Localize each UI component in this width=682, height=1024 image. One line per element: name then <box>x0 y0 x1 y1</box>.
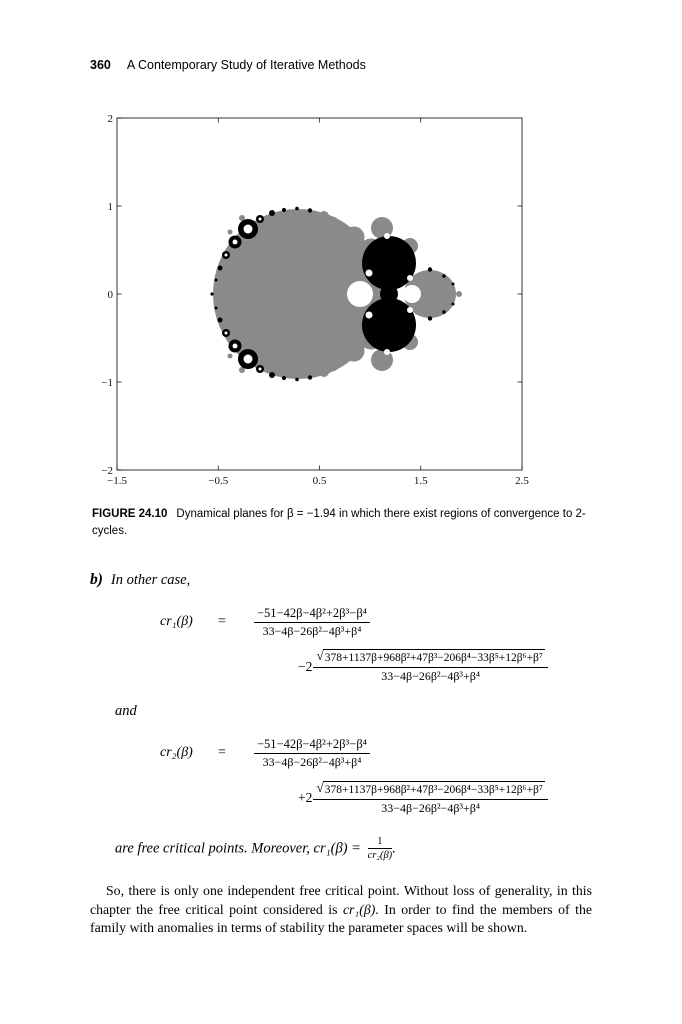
closing-text: are free critical points. Moreover, cr₁(β) = <box>115 840 361 857</box>
paragraph-text-2: . In order to find the members of the family with anomalies in terms of stability the parameter spaces will be shown. <box>90 901 592 936</box>
fraction-denominator: 33−4β−26β²−4β³+β⁴ <box>262 755 362 770</box>
x-tick-label: 2.5 <box>515 475 529 487</box>
figure-24-10 <box>92 112 592 541</box>
equation-cr2-line1 <box>160 736 592 771</box>
sqrt-fraction <box>313 648 548 685</box>
y-tick-label: 0 <box>107 289 113 301</box>
fraction-numerator: −51−42β−4β²+2β³−β⁴ <box>254 736 370 754</box>
equals-sign: = <box>218 745 226 761</box>
body-paragraph <box>90 882 592 937</box>
closing-statement <box>115 836 592 862</box>
sqrt-fraction <box>313 780 548 817</box>
sqrt-numerator <box>313 648 548 668</box>
radicand: 378+1137β+968β²+47β³−206β⁴−33β⁵+12β⁶+β⁷ <box>323 649 545 666</box>
page-number: 360 <box>90 58 111 72</box>
figure-caption <box>92 506 594 541</box>
equation-cr1-line1 <box>160 605 592 640</box>
sqrt-numerator <box>313 780 548 800</box>
fraction <box>254 736 370 771</box>
x-tick-label: −1.5 <box>107 475 127 487</box>
equation-cr2-line2 <box>298 780 592 817</box>
fractal-region <box>210 207 462 382</box>
book-title: A Contemporary Study of Iterative Methods <box>126 58 366 72</box>
fraction-denominator: 33−4β−26β²−4β³+β⁴ <box>381 669 481 684</box>
y-tick-label: 2 <box>107 113 113 125</box>
running-head <box>90 58 592 72</box>
and-text: and <box>115 702 137 719</box>
x-tick-label: 0.5 <box>312 475 327 487</box>
item-b-line <box>90 571 592 589</box>
y-tick-label: −1 <box>101 377 113 389</box>
sqrt-sign: √ <box>316 648 324 664</box>
equation-lhs: cr₂(β) <box>160 745 193 761</box>
inline-fraction <box>368 836 393 862</box>
item-b-label: b) <box>90 570 103 588</box>
y-tick-label: 1 <box>107 201 113 213</box>
equation-cr1-line2 <box>298 648 592 685</box>
x-tick-label: 1.5 <box>413 475 428 487</box>
paragraph-cr1: cr₁(β) <box>342 901 376 917</box>
coefficient: +2 <box>298 789 313 805</box>
x-axis-tick-labels <box>107 475 529 487</box>
fraction <box>254 605 370 640</box>
fraction-denominator: 33−4β−26β²−4β³+β⁴ <box>262 623 362 638</box>
inline-fraction-denominator: cr₂(β) <box>367 850 393 862</box>
inline-fraction-numerator: 1 <box>368 836 393 849</box>
sqrt-sign: √ <box>316 779 324 795</box>
y-axis-tick-labels <box>101 113 113 477</box>
dynamical-plane-plot <box>92 112 544 498</box>
y-tick-label: −2 <box>101 465 113 477</box>
equation-lhs: cr₁(β) <box>160 613 193 629</box>
paragraph-text-1: So, there is only one independent free critical point. Without loss of generality, in this chapter the free critical point considered is <box>90 883 592 917</box>
equation-cr1 <box>160 605 592 685</box>
fraction-numerator: −51−42β−4β²+2β³−β⁴ <box>254 605 370 623</box>
equals-sign: = <box>218 613 226 629</box>
equation-cr2 <box>160 736 592 816</box>
x-tick-label: −0.5 <box>208 475 229 487</box>
item-b-text: In other case, <box>110 571 191 588</box>
figure-caption-text: Dynamical planes for β = −1.94 in which there exist regions of convergence to 2-cycles. <box>92 508 586 538</box>
radicand: 378+1137β+968β²+47β³−206β⁴−33β⁵+12β⁶+β⁷ <box>323 781 545 798</box>
closing-period: . <box>392 840 396 857</box>
figure-caption-label: FIGURE 24.10 <box>92 508 168 520</box>
fraction-denominator: 33−4β−26β²−4β³+β⁴ <box>381 800 481 815</box>
coefficient: −2 <box>298 658 313 674</box>
